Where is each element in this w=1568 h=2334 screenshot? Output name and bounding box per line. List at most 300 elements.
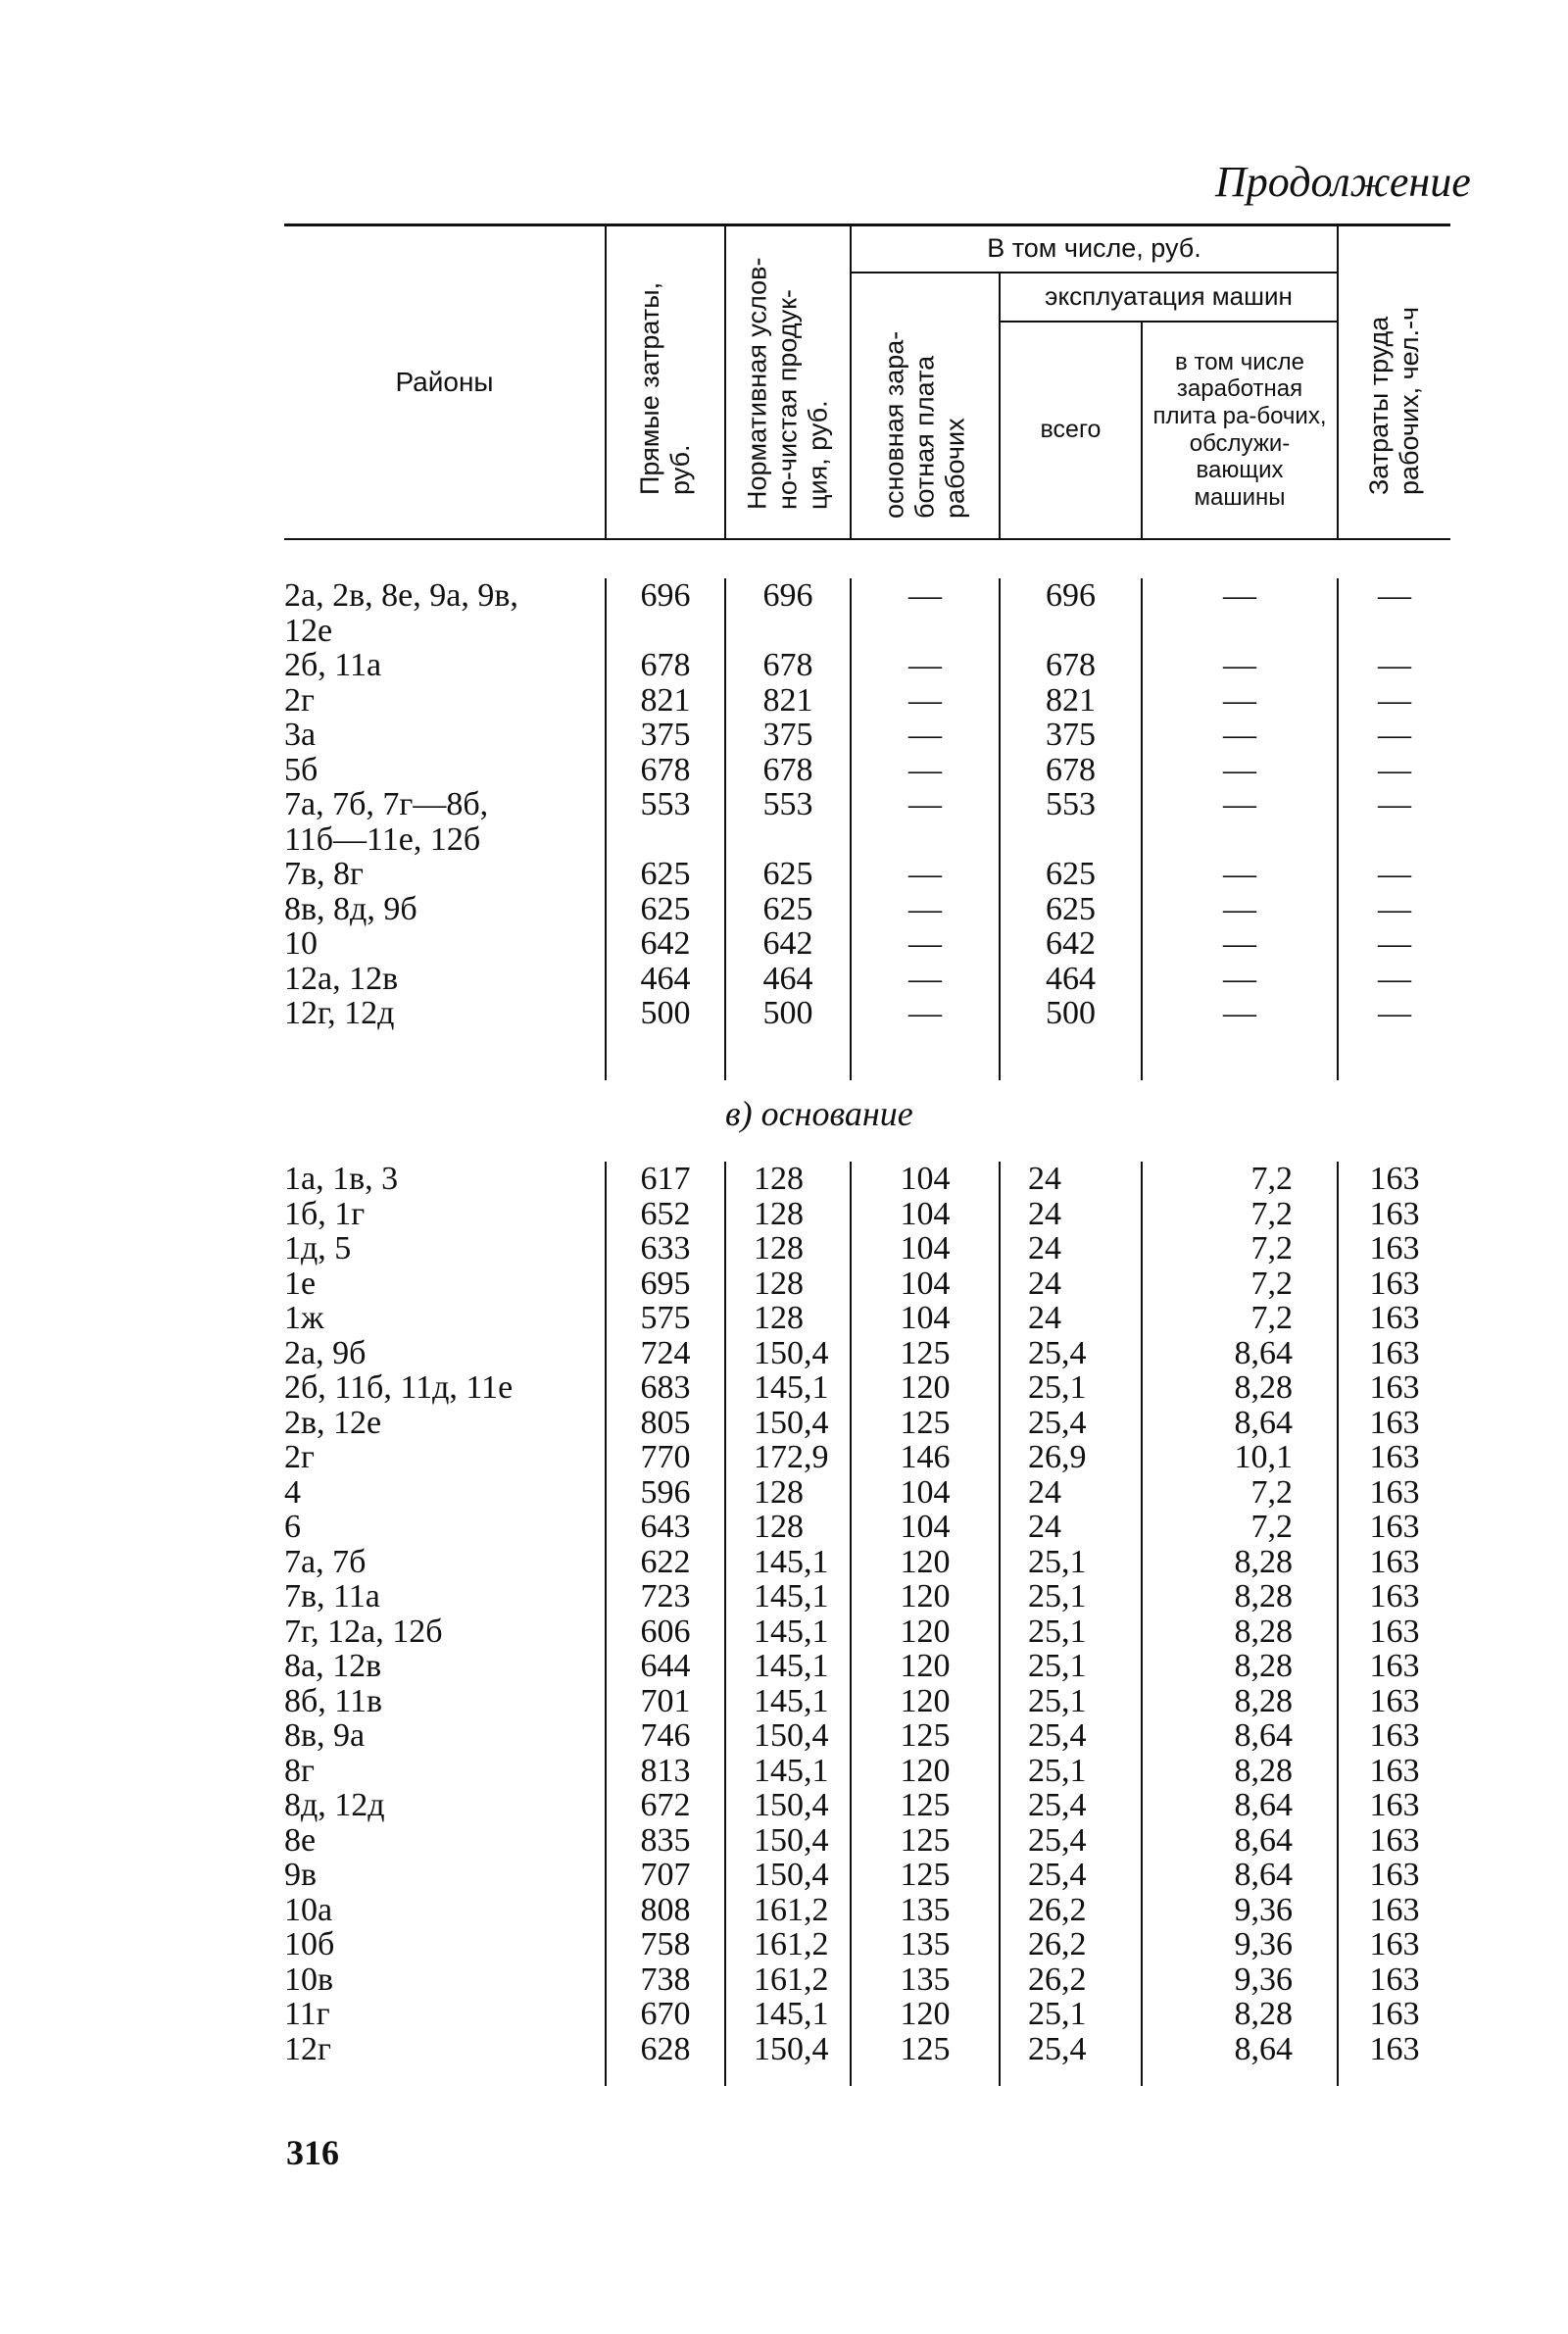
table-row — [284, 1614, 1450, 1650]
table-row — [284, 718, 1450, 753]
cell-region: 8г — [284, 1752, 315, 1789]
cell-normative: 678 — [725, 753, 851, 788]
section-title: в) основание — [725, 1094, 913, 1133]
table-row — [284, 1266, 1450, 1302]
cell-labor: 163 — [1338, 1197, 1450, 1232]
cell-normative: 145,1 — [725, 1754, 851, 1789]
table-row — [284, 996, 1450, 1031]
cell-labor: — — [1338, 683, 1450, 719]
cell-normative: 145,1 — [725, 1370, 851, 1406]
continuation-label: Продолжение — [1215, 158, 1471, 206]
table-row — [284, 857, 1450, 892]
cell-direct: 821 — [606, 683, 725, 719]
table-row — [284, 1336, 1450, 1371]
cell-machine-wage: — — [1142, 892, 1338, 927]
cell-normative: 150,4 — [725, 1823, 851, 1859]
cell-machine-wage: 7,2 — [1142, 1266, 1338, 1302]
cell-total: 696 — [1000, 578, 1142, 614]
cell-region: 8е — [284, 1821, 317, 1859]
cell-wage: 135 — [851, 1962, 1000, 1998]
cell-region: 2а, 9б — [284, 1334, 367, 1371]
cell-normative: 172,9 — [725, 1440, 851, 1475]
cell-region: 11б—11е, 12б — [284, 820, 481, 858]
cell-direct: 553 — [606, 787, 725, 822]
cell-normative: 678 — [725, 648, 851, 683]
cell-direct: 643 — [606, 1510, 725, 1545]
cell-machine-wage: — — [1142, 787, 1338, 822]
cell-region: 9в — [284, 1857, 318, 1893]
cell-wage: 125 — [851, 1406, 1000, 1441]
cell-normative: 128 — [725, 1475, 851, 1511]
header-machine-wage: в том числе заработная плита ра-бочих, обслужи-вающих машины — [1142, 322, 1338, 539]
cell-normative: 145,1 — [725, 1684, 851, 1719]
cell-total: 25,1 — [1000, 1614, 1142, 1650]
cell-wage: 120 — [851, 1545, 1000, 1580]
cell-labor: 163 — [1338, 1858, 1450, 1893]
table-row — [284, 1475, 1450, 1511]
header-direct-costs: Прямые затраты, руб. — [606, 225, 725, 539]
cell-region: 10 — [284, 925, 318, 962]
cell-normative: 150,4 — [725, 2032, 851, 2067]
cell-normative: 150,4 — [725, 1718, 851, 1754]
cell-normative: 696 — [725, 578, 851, 614]
cell-machine-wage: 10,1 — [1142, 1440, 1338, 1475]
cell-machine-wage: 7,2 — [1142, 1510, 1338, 1545]
cell-direct: 628 — [606, 2032, 725, 2067]
cell-total: 25,4 — [1000, 1858, 1142, 1893]
cell-direct: 683 — [606, 1370, 725, 1406]
cell-labor: 163 — [1338, 1440, 1450, 1475]
cell-region: 7в, 11а — [284, 1578, 380, 1614]
cell-machine-wage: 7,2 — [1142, 1197, 1338, 1232]
cell-machine-wage: 7,2 — [1142, 1475, 1338, 1511]
table-row — [284, 1579, 1450, 1614]
table-row — [284, 787, 1450, 822]
cell-total: 25,1 — [1000, 1997, 1142, 2032]
cell-wage: 135 — [851, 1893, 1000, 1928]
cell-normative: 150,4 — [725, 1336, 851, 1371]
table-row — [284, 1788, 1450, 1823]
cell-total: 25,4 — [1000, 1788, 1142, 1823]
cell-machine-wage: 8,28 — [1142, 1754, 1338, 1789]
cell-region: 8в, 9а — [284, 1717, 366, 1754]
cell-machine-wage: — — [1142, 718, 1338, 753]
cell-normative: 145,1 — [725, 1649, 851, 1684]
cell-total: 25,4 — [1000, 1718, 1142, 1754]
table-row — [284, 892, 1450, 927]
cell-total: 625 — [1000, 892, 1142, 927]
cell-labor: 163 — [1338, 1614, 1450, 1650]
table-row — [284, 1301, 1450, 1336]
table-row — [284, 1927, 1450, 1962]
cell-machine-wage: — — [1142, 962, 1338, 997]
header-regions: Районы — [284, 225, 606, 539]
cell-total: 678 — [1000, 753, 1142, 788]
cell-total: 25,1 — [1000, 1754, 1142, 1789]
cell-normative: 128 — [725, 1510, 851, 1545]
cell-normative: 128 — [725, 1301, 851, 1336]
cell-direct: 625 — [606, 892, 725, 927]
cell-labor: 163 — [1338, 1754, 1450, 1789]
cell-normative — [725, 614, 851, 649]
cell-labor: — — [1338, 996, 1450, 1031]
cell-total: 25,1 — [1000, 1649, 1142, 1684]
cell-direct: 672 — [606, 1788, 725, 1823]
cell-region: 1д, 5 — [284, 1230, 352, 1266]
cell-region: 8а, 12в — [284, 1648, 382, 1684]
cell-direct: 633 — [606, 1231, 725, 1266]
cell-labor: 163 — [1338, 1231, 1450, 1266]
cell-normative — [725, 822, 851, 858]
cell-wage: — — [851, 683, 1000, 719]
cell-machine-wage: 8,28 — [1142, 1614, 1338, 1650]
cell-machine-wage: 7,2 — [1142, 1162, 1338, 1197]
cell-normative: 464 — [725, 962, 851, 997]
cell-machine-wage: 8,28 — [1142, 1649, 1338, 1684]
cell-direct: 644 — [606, 1649, 725, 1684]
cell-machine-wage: 8,64 — [1142, 1406, 1338, 1441]
cell-direct: 723 — [606, 1579, 725, 1614]
cell-total: 26,2 — [1000, 1962, 1142, 1998]
table-row — [284, 614, 1450, 649]
cell-total — [1000, 614, 1142, 649]
cell-direct: 805 — [606, 1406, 725, 1441]
cell-wage: — — [851, 578, 1000, 614]
cell-wage: 104 — [851, 1301, 1000, 1336]
cell-region: 10б — [284, 1926, 335, 1962]
cell-region: 10в — [284, 1961, 334, 1998]
cell-direct: 575 — [606, 1301, 725, 1336]
cell-total: 642 — [1000, 926, 1142, 962]
cell-machine-wage: 8,64 — [1142, 1788, 1338, 1823]
cell-total: 25,1 — [1000, 1579, 1142, 1614]
cell-direct: 678 — [606, 648, 725, 683]
cell-normative: 821 — [725, 683, 851, 719]
cell-normative: 161,2 — [725, 1962, 851, 1998]
cell-wage: — — [851, 996, 1000, 1031]
header-labor: Затраты труда рабочих, чел.-ч — [1338, 225, 1450, 539]
table-row — [284, 1545, 1450, 1580]
cell-wage: 104 — [851, 1231, 1000, 1266]
cell-region: 1а, 1в, 3 — [284, 1161, 399, 1197]
cell-wage: 120 — [851, 1997, 1000, 2032]
cell-total: 25,4 — [1000, 1406, 1142, 1441]
cell-machine-wage: 7,2 — [1142, 1231, 1338, 1266]
cell-wage: — — [851, 962, 1000, 997]
cell-wage: — — [851, 892, 1000, 927]
cell-wage: 146 — [851, 1440, 1000, 1475]
cell-total — [1000, 822, 1142, 858]
cell-direct: 642 — [606, 926, 725, 962]
cell-machine-wage: — — [1142, 857, 1338, 892]
cell-normative: 150,4 — [725, 1788, 851, 1823]
table-row — [284, 1162, 1450, 1197]
cell-direct: 375 — [606, 718, 725, 753]
cell-wage: — — [851, 857, 1000, 892]
cell-direct: 738 — [606, 1962, 725, 1998]
cell-region: 8д, 12д — [284, 1787, 385, 1823]
cell-region: 12г — [284, 2030, 331, 2067]
cell-normative: 128 — [725, 1266, 851, 1302]
cell-wage: — — [851, 648, 1000, 683]
cell-normative: 161,2 — [725, 1893, 851, 1928]
table-row — [284, 1997, 1450, 2032]
table-row — [284, 1440, 1450, 1475]
cell-labor: 163 — [1338, 1162, 1450, 1197]
table-row — [284, 822, 1450, 858]
cell-labor: 163 — [1338, 1545, 1450, 1580]
cell-labor: 163 — [1338, 1788, 1450, 1823]
cell-normative: 145,1 — [725, 1614, 851, 1650]
cell-machine-wage — [1142, 614, 1338, 649]
cell-wage: 120 — [851, 1614, 1000, 1650]
cell-total: 24 — [1000, 1510, 1142, 1545]
cell-labor: 163 — [1338, 1823, 1450, 1859]
cell-total: 25,1 — [1000, 1545, 1142, 1580]
cell-direct — [606, 614, 725, 649]
cell-labor — [1338, 614, 1450, 649]
cell-total: 26,9 — [1000, 1440, 1142, 1475]
cell-normative: 145,1 — [725, 1579, 851, 1614]
cell-wage: — — [851, 926, 1000, 962]
cell-normative: 375 — [725, 718, 851, 753]
table-section-b — [284, 1162, 1450, 2086]
cell-total: 500 — [1000, 996, 1142, 1031]
cell-wage: 125 — [851, 2032, 1000, 2067]
cell-total: 25,4 — [1000, 1336, 1142, 1371]
header-machine-operation: эксплуатация машин — [1000, 273, 1338, 322]
cell-machine-wage: — — [1142, 648, 1338, 683]
cell-machine-wage: — — [1142, 753, 1338, 788]
cell-region: 6 — [284, 1509, 301, 1545]
cell-wage — [851, 822, 1000, 858]
cell-region: 2б, 11а — [284, 647, 382, 683]
cell-labor: 163 — [1338, 1997, 1450, 2032]
cell-labor: — — [1338, 926, 1450, 962]
cell-direct: 746 — [606, 1718, 725, 1754]
cell-wage: — — [851, 718, 1000, 753]
table-row — [284, 753, 1450, 788]
cell-labor: — — [1338, 718, 1450, 753]
header-total: всего — [1000, 322, 1142, 539]
cell-wage: 104 — [851, 1266, 1000, 1302]
cell-wage: 120 — [851, 1579, 1000, 1614]
cell-wage — [851, 614, 1000, 649]
cell-machine-wage: — — [1142, 578, 1338, 614]
cell-machine-wage: 9,36 — [1142, 1962, 1338, 1998]
cell-normative: 150,4 — [725, 1406, 851, 1441]
header-including: В том числе, руб. — [851, 225, 1338, 273]
cell-total: 25,1 — [1000, 1684, 1142, 1719]
table-row — [284, 1510, 1450, 1545]
cell-machine-wage: — — [1142, 996, 1338, 1031]
table-row — [284, 1754, 1450, 1789]
cell-region: 1е — [284, 1265, 317, 1302]
cell-wage: 120 — [851, 1684, 1000, 1719]
cell-direct: 696 — [606, 578, 725, 614]
cell-wage: — — [851, 787, 1000, 822]
cell-normative: 128 — [725, 1197, 851, 1232]
cell-labor: 163 — [1338, 1370, 1450, 1406]
cell-region: 11г — [284, 1996, 330, 2032]
cell-direct: 758 — [606, 1927, 725, 1962]
cell-total: 24 — [1000, 1231, 1142, 1266]
cell-machine-wage: 8,64 — [1142, 1823, 1338, 1859]
cell-labor: 163 — [1338, 1510, 1450, 1545]
cell-region: 7в, 8г — [284, 856, 364, 892]
cell-direct: 695 — [606, 1266, 725, 1302]
cell-wage: 125 — [851, 1718, 1000, 1754]
cell-normative: 625 — [725, 892, 851, 927]
cell-machine-wage: 8,28 — [1142, 1997, 1338, 2032]
cell-direct: 678 — [606, 753, 725, 788]
table-row — [284, 1684, 1450, 1719]
table-row — [284, 1649, 1450, 1684]
table-section-a — [284, 578, 1450, 1080]
cell-wage: — — [851, 753, 1000, 788]
cell-machine-wage: 8,64 — [1142, 1718, 1338, 1754]
cell-wage: 135 — [851, 1927, 1000, 1962]
cell-machine-wage: 8,64 — [1142, 1336, 1338, 1371]
cell-direct: 670 — [606, 1997, 725, 2032]
cell-wage: 104 — [851, 1197, 1000, 1232]
cell-labor: — — [1338, 648, 1450, 683]
cell-direct: 724 — [606, 1336, 725, 1371]
cell-region: 3а — [284, 717, 317, 753]
cell-machine-wage: — — [1142, 926, 1338, 962]
cell-region: 2г — [284, 681, 315, 719]
cell-labor: 163 — [1338, 1301, 1450, 1336]
cell-region: 2а, 2в, 8е, 9а, 9в, — [284, 577, 518, 614]
cell-normative: 500 — [725, 996, 851, 1031]
cell-wage: 125 — [851, 1788, 1000, 1823]
cell-labor: 163 — [1338, 1684, 1450, 1719]
cell-direct — [606, 822, 725, 858]
cell-labor: — — [1338, 892, 1450, 927]
cell-labor: 163 — [1338, 1893, 1450, 1928]
cell-direct: 464 — [606, 962, 725, 997]
cell-machine-wage: 7,2 — [1142, 1301, 1338, 1336]
table-row — [284, 1962, 1450, 1998]
cell-machine-wage: 8,28 — [1142, 1370, 1338, 1406]
cell-labor: 163 — [1338, 1266, 1450, 1302]
cell-total: 26,2 — [1000, 1893, 1142, 1928]
cell-region: 8в, 8д, 9б — [284, 890, 417, 927]
cell-region: 8б, 11в — [284, 1682, 383, 1719]
cell-total: 464 — [1000, 962, 1142, 997]
cell-total: 25,4 — [1000, 2032, 1142, 2067]
cell-wage: 120 — [851, 1649, 1000, 1684]
table-row — [284, 578, 1450, 614]
cell-labor: 163 — [1338, 1962, 1450, 1998]
cell-direct: 500 — [606, 996, 725, 1031]
table-header — [284, 223, 1450, 540]
table-row — [284, 926, 1450, 962]
cell-labor — [1338, 822, 1450, 858]
cell-total: 24 — [1000, 1266, 1142, 1302]
cell-machine-wage: 8,64 — [1142, 2032, 1338, 2067]
cell-machine-wage: 9,36 — [1142, 1927, 1338, 1962]
cell-machine-wage: 9,36 — [1142, 1893, 1338, 1928]
cell-normative: 128 — [725, 1162, 851, 1197]
cell-labor: — — [1338, 578, 1450, 614]
cell-labor: 163 — [1338, 1336, 1450, 1371]
cell-direct: 617 — [606, 1162, 725, 1197]
cell-region: 5б — [284, 751, 318, 788]
cell-machine-wage — [1142, 822, 1338, 858]
cell-wage: 125 — [851, 1823, 1000, 1859]
cell-total: 24 — [1000, 1301, 1142, 1336]
table-row — [284, 648, 1450, 683]
table-row — [284, 1231, 1450, 1266]
cell-normative: 150,4 — [725, 1858, 851, 1893]
cell-total: 24 — [1000, 1162, 1142, 1197]
page-number: 316 — [286, 2133, 339, 2172]
table-row — [284, 1893, 1450, 1928]
table-row — [284, 683, 1450, 719]
table-row — [284, 2032, 1450, 2067]
header-normative-product: Нормативная услов- но-чистая продук- ция, руб. — [725, 225, 851, 539]
cell-region: 12е — [284, 612, 333, 649]
table-row — [284, 1858, 1450, 1893]
cell-direct: 701 — [606, 1684, 725, 1719]
cell-region: 1б, 1г — [284, 1195, 366, 1232]
cell-direct: 835 — [606, 1823, 725, 1859]
cell-labor: — — [1338, 753, 1450, 788]
cell-total: 678 — [1000, 648, 1142, 683]
table-row — [284, 1718, 1450, 1754]
cell-region: 10а — [284, 1891, 333, 1928]
cell-total: 625 — [1000, 857, 1142, 892]
cell-wage: 104 — [851, 1510, 1000, 1545]
cell-direct: 606 — [606, 1614, 725, 1650]
cell-region: 7г, 12а, 12б — [284, 1613, 443, 1650]
cell-direct: 707 — [606, 1858, 725, 1893]
cell-normative: 642 — [725, 926, 851, 962]
header-base-wage: основная зара- ботная плата рабочих — [851, 273, 1000, 539]
cell-wage: 125 — [851, 1336, 1000, 1371]
cell-labor: 163 — [1338, 1406, 1450, 1441]
cell-labor: 163 — [1338, 1649, 1450, 1684]
cell-machine-wage: 8,28 — [1142, 1545, 1338, 1580]
cell-labor: 163 — [1338, 1475, 1450, 1511]
cell-region: 4 — [284, 1473, 301, 1511]
cell-labor: — — [1338, 857, 1450, 892]
cell-region: 7а, 7б — [284, 1543, 367, 1580]
cell-labor: 163 — [1338, 1718, 1450, 1754]
cell-normative: 553 — [725, 787, 851, 822]
cell-wage: 104 — [851, 1475, 1000, 1511]
cell-total: 25,4 — [1000, 1823, 1142, 1859]
cell-direct: 596 — [606, 1475, 725, 1511]
cell-region: 1ж — [284, 1300, 324, 1336]
cell-labor: — — [1338, 787, 1450, 822]
cell-machine-wage: 8,64 — [1142, 1858, 1338, 1893]
cell-direct: 625 — [606, 857, 725, 892]
cell-normative: 161,2 — [725, 1927, 851, 1962]
cell-labor: 163 — [1338, 2032, 1450, 2067]
cell-normative: 625 — [725, 857, 851, 892]
cell-direct: 808 — [606, 1893, 725, 1928]
cell-total: 24 — [1000, 1197, 1142, 1232]
cell-normative: 128 — [725, 1231, 851, 1266]
cell-direct: 652 — [606, 1197, 725, 1232]
cell-machine-wage: — — [1142, 683, 1338, 719]
cell-wage: 120 — [851, 1370, 1000, 1406]
cell-region: 2в, 12е — [284, 1404, 382, 1441]
cell-direct: 813 — [606, 1754, 725, 1789]
table-row — [284, 1406, 1450, 1441]
